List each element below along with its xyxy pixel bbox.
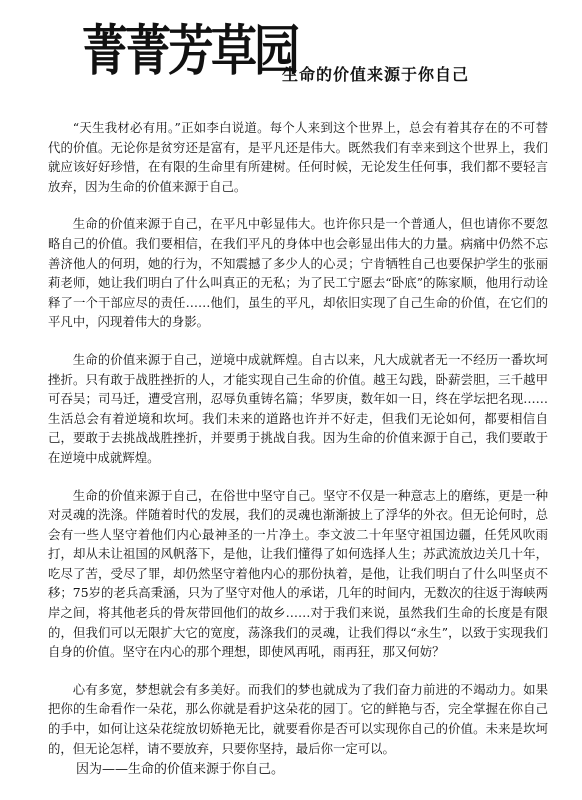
paragraph-4: 生命的价值来源于自己，在俗世中坚守自己。坚守不仅是一种意志上的磨练，更是一种对灵魂的洗涤。伴随着时代的发展，我们的灵魂也渐渐披上了浮华的外衣。但无论何时，总会有一些人坚守着他们内心最神圣的一片净土。李文波二十年坚守祖国边疆，任凭风吹雨打，却从未让祖国的风帆落下，是他，让我们懂得了如何选择人生；苏武流放边关几十年，吃尽了苦，受尽了罪，却仍然坚守着他内心的那份执着，是他，让我们明白了什么叫坚贞不移；75岁的老兵高秉涵，只为了坚守对他人的承诺，几年的时间内，无数次的往返于海峡两岸之间，将其他老兵的骨灰带回他们的故乡……对于我们来说，虽然我们生命的长度是有限的，但我们可以无限扩大它的宽度，荡涤我们的灵魂，让我们得以“永生”，以致于实现我们自身的价值。坚守在内心的那个理想，即使风再吼，雨再狂，那又何妨？ — [48, 487, 548, 660]
essay-body — [48, 118, 548, 776]
header — [82, 8, 542, 93]
paragraph-2: 生命的价值来源于自己，在平凡中彰显伟大。也许你只是一个普通人，但也请你不要忽略自己的价值。我们要相信，在我们平凡的身体中也会彰显出伟大的力量。病痛中仍然不忘善济他人的何玥，她的行为，不知震撼了多少人的心灵；宁肯牺牲自己也要保护学生的张丽莉老师，她让我们明白了什么叫真正的无私；为了民工宁愿去“卧底”的陈家顺，他用行动诠释了一个干部应尽的责任……他们，虽生的平凡，却依旧实现了自己生命的价值，在它们的平凡中，闪现着伟大的身影。 — [48, 216, 548, 330]
essay-title: 生命的价值来源于你自己 — [282, 65, 470, 84]
banner-title: 菁菁芳草园 — [82, 18, 297, 83]
paragraph-1: “天生我材必有用。”正如李白说道。每个人来到这个世界上，总会有着其存在的不可替代的价值。无论你是贫穷还是富有，是平凡还是伟大。既然我们有幸来到这个世界上，我们就应该好好珍惜，在有限的生命里有所建树。任何时候，无论发生任何事，我们都不要轻言放弃，因为生命的价值来源于自己。 — [48, 120, 548, 194]
paragraph-3: 生命的价值来源于自己，逆境中成就辉煌。自古以来，凡大成就者无一不经历一番坎坷挫折。只有敢于战胜挫折的人，才能实现自己生命的价值。越王勾践，卧薪尝胆，三千越甲可吞吴；司马迁，遭受宫刑，忍辱负重铸名篇；华罗庚，数年如一日，终在学坛把名现……生活总会有着逆境和坎坷。我们未来的道路也许并不好走，但我们无论如何，都要相信自己，要敢于去挑战战胜挫折，并要勇于挑战自我。因为生命的价值来源于自己，我们要敢于在逆境中成就辉煌。 — [48, 351, 548, 465]
closing-line: 因为——生命的价值来源于你自己。 — [76, 762, 285, 777]
paragraph-5: 心有多宽，梦想就会有多美好。而我们的梦也就成为了我们奋力前进的不竭动力。如果把你的生命看作一朵花，那么你就是看护这朵花的园丁。它的鲜艳与否，完全掌握在你自己的手中，如何让这朵花绽放切娇艳无比，就要看你是否可以实现你自己的价值。未来是坎坷的，但无论怎样，请不要放弃，只要你坚持，最后你一定可以。 — [48, 681, 548, 756]
